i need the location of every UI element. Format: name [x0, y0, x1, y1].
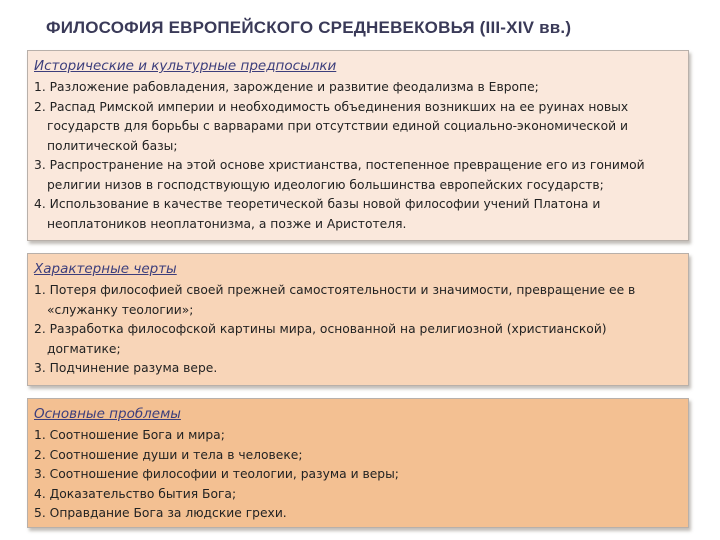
list-item-text: 5. Оправдание Бога за людские грехи. — [34, 506, 287, 520]
list-item-text: 1. Потеря философией своей прежней самостоятельности и значимости, превращение ее в — [34, 283, 636, 297]
list-item — [34, 485, 680, 505]
list-item — [34, 281, 680, 320]
list-item — [34, 78, 680, 98]
list-item-text: 3. Распространение на этой основе христианства, постепенное превращение его из гонимой — [34, 158, 645, 172]
list-item — [34, 426, 680, 446]
list-item — [34, 465, 680, 485]
list-item-text: 3. Подчинение разума вере. — [34, 361, 218, 375]
list-item-text: 4. Доказательство бытия Бога; — [34, 486, 237, 501]
list-item-text: 2. Разработка философской картины мира, основанной на религиозной (христианской) — [34, 322, 607, 336]
item-list — [34, 78, 680, 234]
list-item-continuation: государств для борьбы с варварами при отсутствии единой социально-экономической и — [47, 119, 629, 133]
item-list — [34, 281, 680, 379]
list-item — [34, 320, 680, 359]
list-item-continuation: религии низов в господствующую идеологию большинства европейских государств; — [47, 177, 604, 192]
section-heading: Исторические и культурные предпосылки — [34, 58, 337, 74]
list-item-text: 2. Соотношение души и тела в человеке; — [34, 447, 303, 462]
list-item — [34, 504, 680, 524]
list-item — [34, 195, 680, 234]
list-item — [34, 359, 680, 379]
list-item-continuation: неоплатоников неоплатонизма, а позже и Аристотеля. — [47, 216, 407, 231]
list-item-text: 1. Разложение рабовладения, зарождение и развитие феодализма в Европе; — [34, 80, 539, 94]
section-heading: Характерные черты — [34, 261, 177, 277]
list-item-text: 3. Соотношение философии и теологии, разума и веры; — [34, 467, 399, 481]
section-historical-preconditions — [27, 50, 689, 241]
list-item-continuation: догматике; — [47, 341, 121, 356]
list-item — [34, 98, 680, 157]
list-item-text: 1. Соотношение Бога и мира; — [34, 428, 225, 442]
list-item — [34, 446, 680, 466]
list-item-text: 2. Распад Римской империи и необходимость объединения возникших на ее руинах новых — [34, 99, 629, 114]
list-item-continuation: политической базы; — [47, 138, 178, 153]
section-heading: Основные проблемы — [34, 406, 181, 422]
item-list — [34, 426, 680, 524]
list-item-continuation: «служанку теологии»; — [47, 302, 194, 317]
section-characteristic-features — [27, 253, 689, 386]
page-title: ФИЛОСОФИЯ ЕВРОПЕЙСКОГО СРЕДНЕВЕКОВЬЯ (III-XIV вв.) — [46, 18, 572, 37]
list-item-text: 4. Использование в качестве теоретической базы новой философии учений Платона и — [34, 197, 601, 211]
list-item — [34, 156, 680, 195]
section-main-problems — [27, 398, 689, 528]
